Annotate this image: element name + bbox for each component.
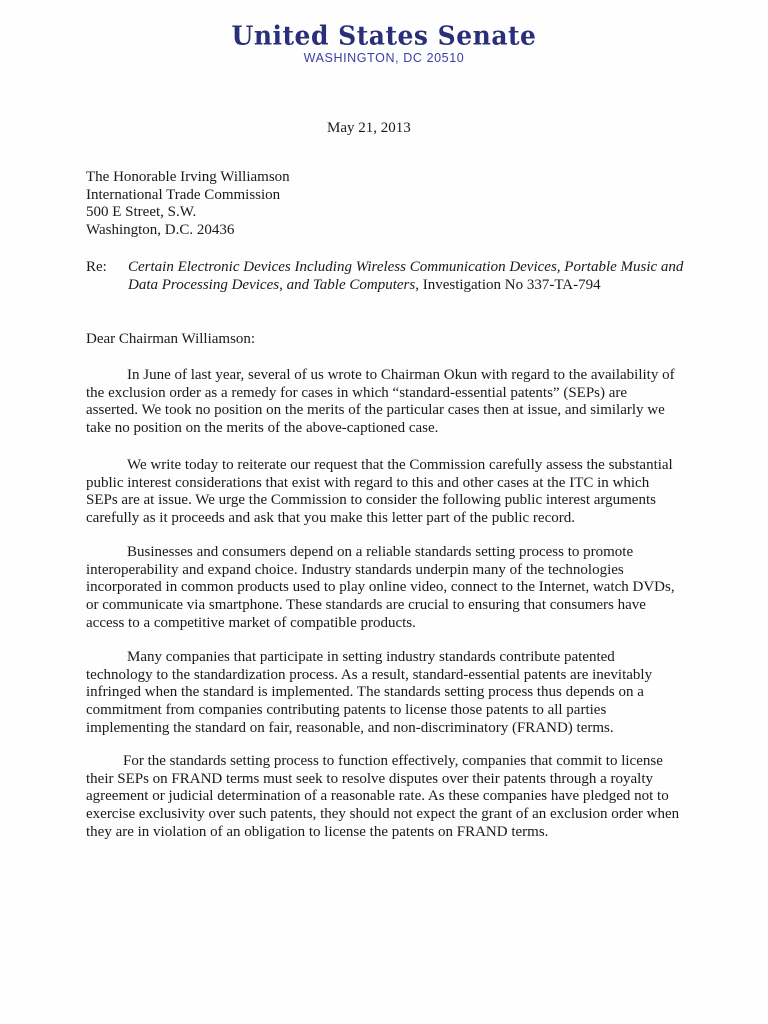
re-subject [128,259,688,294]
recipient-block [86,169,290,240]
paragraph-2 [86,457,682,528]
paragraph-text: Businesses and consumers depend on a reliable standards setting process to promote interoperability and expand choice. Industry standards underpin many of the technologies incorporated in common products used to play online video, connect to the Internet, watch DVDs, or communicate via smartphone. These standards are crucial to ensuring that consumers have access to a competitive market of compatible products. [86,544,675,631]
recipient-city: Washington, D.C. 20436 [86,222,235,239]
paragraph-text: For the standards setting process to function effectively, companies that commit to license their SEPs on FRAND terms must seek to resolve disputes over their patents through a royalty agreement or judicial determination of a reasonable rate. As these companies have pledged not to exercise exclusivity over such patents, they should not expect the grant of an exclusion order when they are in violation of an obligation to license the patents on FRAND terms. [86,753,680,840]
letterhead-title: United States Senate [231,20,537,51]
recipient-street: 500 E Street, S.W. [86,204,197,221]
re-case-title: Certain Electronic Devices Including Wireless Communication Devices, Portable Music and Data Processing Devices, and Table Computers [128,259,684,293]
paragraph-text: Many companies that participate in setting industry standards contribute patented technology to the standardization process. As a result, standard-essential patents are inevitably infringed when the standard is implemented. The standards setting process thus depends on a commitment from companies contributing patents to license those patents to all parties implementing the standard on fair, reasonable, and non-discriminatory (FRAND) terms. [86,649,653,736]
paragraph-text: We write today to reiterate our request that the Commission carefully assess the substantial public interest considerations that exist with regard to this and other cases at the ITC in which SEPs are at issue. We urge the Commission to consider the following public interest arguments carefully as it proceeds and ask that you make this letter part of the public record. [86,457,673,527]
letterhead [0,22,768,65]
letter-date: May 21, 2013 [327,120,411,136]
re-label: Re: [86,259,107,275]
letterhead-address: WASHINGTON, DC 20510 [303,51,465,65]
paragraph-3 [86,544,682,633]
paragraph-5 [86,753,682,842]
paragraph-4 [86,649,682,738]
salutation: Dear Chairman Williamson: [86,331,256,347]
re-investigation: , Investigation No 337-TA-794 [415,276,601,293]
recipient-organization: International Trade Commission [86,186,281,203]
recipient-name: The Honorable Irving Williamson [86,169,290,185]
paragraph-1 [86,367,682,438]
paragraph-text: In June of last year, several of us wrote to Chairman Okun with regard to the availability of the exclusion order as a remedy for cases in which “standard-essential patents” (SEPs) are asserted. We took no position on the merits of the particular cases then at issue, and similarly we take no position on the merits of the above-captioned case. [86,367,675,437]
